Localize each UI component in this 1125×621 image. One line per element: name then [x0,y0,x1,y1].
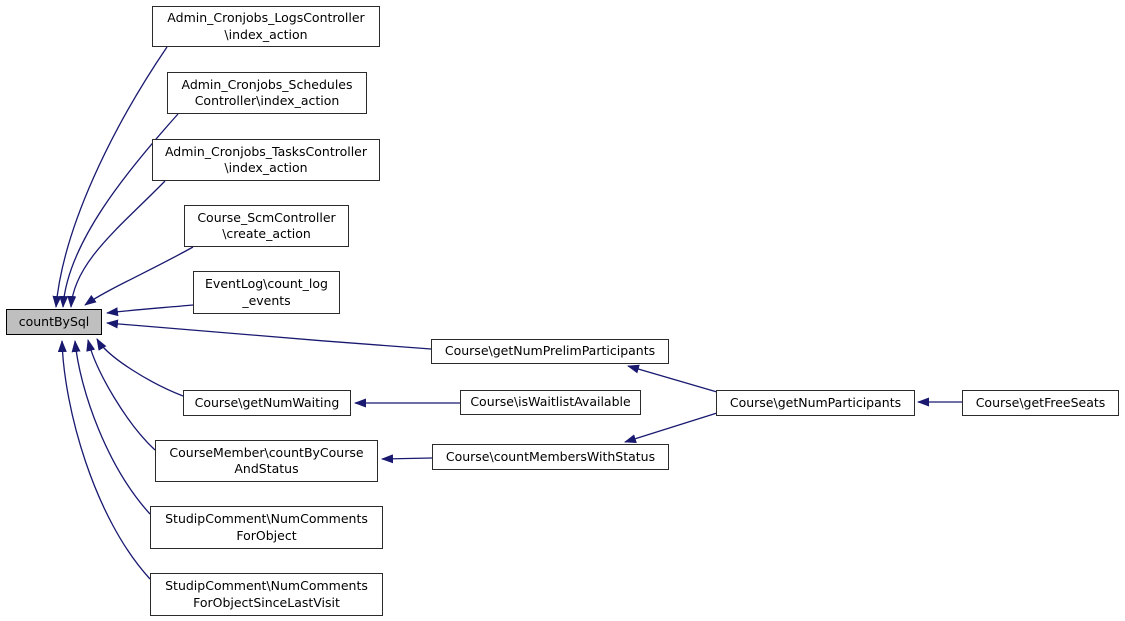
node-admin-cronjobs-schedules-index-action[interactable] [167,72,367,114]
edge-eventlog-to-countbysql [107,305,193,313]
node-label-line: Admin_Cronjobs_TasksController [164,143,368,159]
node-label-line: Course\getNumPrelimParticipants [444,343,656,359]
edge-tasks-to-countbysql [71,181,165,307]
node-label-line: Admin_Cronjobs_Schedules [181,76,353,92]
node-countbysql[interactable] [6,309,102,335]
node-label-line: \create_action [222,226,311,241]
node-coursemember-countbycourseandstatus[interactable] [155,440,378,482]
node-label-line: Course\isWaitlistAvailable [470,394,631,410]
edge-numcommentsforobject-to-countbysql [75,341,150,514]
node-label-line: Admin_Cronjobs_LogsController [167,10,365,25]
node-label-line: \index_action [224,26,308,42]
edge-getnumparticipants-to-countmemberswithstatus [625,413,717,442]
edge-logs-to-countbysql [56,47,167,307]
edge-numcommentssincelastvisit-to-countbysql [62,341,150,579]
node-label-line: Course\countMembersWithStatus [445,448,656,464]
node-label-line: CourseMember\countByCourse [169,444,364,460]
node-studipcomment-numcommentsforobjectsincelastvisit[interactable] [150,573,383,616]
node-admin-cronjobs-logs-index-action[interactable] [152,6,380,47]
edge-getnumwaiting-to-countbysql [97,339,183,396]
node-label-line: StudipComment\NumComments [165,578,368,593]
node-label-line: Course\getFreeSeats [975,394,1106,410]
node-course-getnumparticipants[interactable] [716,390,915,416]
node-admin-cronjobs-tasks-index-action[interactable] [152,139,380,181]
edge-scm-to-countbysql [85,247,193,305]
node-label-line: \index_action [224,160,308,175]
node-label-line: AndStatus [234,461,299,476]
edge-countmemberswithstatus-to-countbycourseandstatus [382,458,432,459]
node-course-getfreeseats[interactable] [962,390,1119,416]
node-label-line: Course\getNumParticipants [729,394,902,410]
node-eventlog-count-log-events[interactable] [193,271,340,314]
node-studipcomment-numcommentsforobject[interactable] [150,506,383,549]
node-label-line: Course_ScmController [197,209,336,225]
edge-getnumprelimparticipants-to-countbysql [107,323,431,349]
edge-getnumparticipants-to-getnumprelimparticipants [628,366,717,392]
node-label-line: _events [242,292,291,308]
node-course-getnumprelimparticipants[interactable] [431,339,669,364]
node-label-line: ForObjectSinceLastVisit [193,594,340,610]
node-course-countmemberswithstatus[interactable] [432,444,669,470]
edge-countbycourseandstatus-to-countbysql [88,340,155,450]
node-label-line: Course\getNumWaiting [194,394,340,410]
node-label-line: StudipComment\NumComments [165,511,368,526]
node-label-line: countBySql [18,313,90,329]
node-course-scm-create-action[interactable] [184,205,349,247]
node-course-iswaitlistavailable[interactable] [460,390,641,415]
node-label-line: Controller\index_action [194,93,340,108]
node-course-getnumwaiting[interactable] [183,390,351,416]
node-label-line: EventLog\count_log [205,276,328,291]
node-label-line: ForObject [236,527,297,543]
